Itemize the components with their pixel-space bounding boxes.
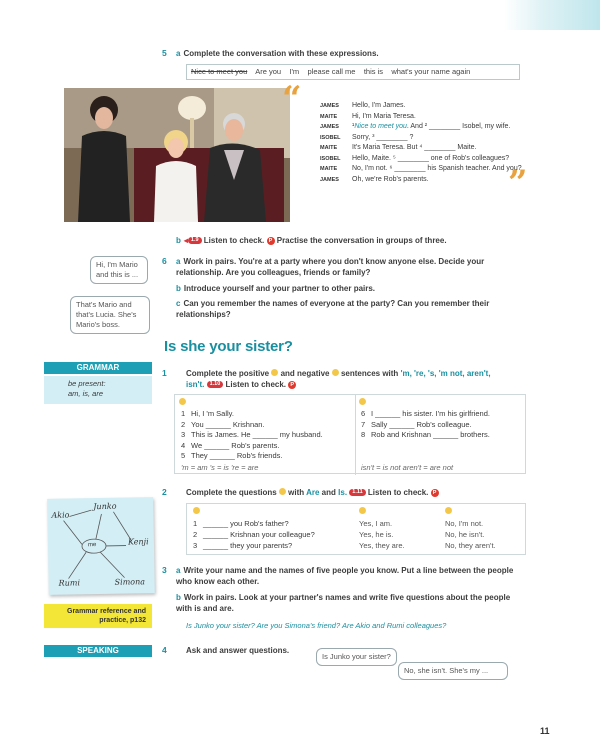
exercise-item bbox=[361, 409, 527, 420]
exercise-item bbox=[181, 409, 351, 420]
speech-bubble-mario: Hi, I'm Mario and this is ... bbox=[90, 256, 148, 284]
dialogue-text: It's Maria Teresa. But ⁴ ________ Maite. bbox=[352, 144, 477, 151]
grammar-exercise-1-instruction: Complete the positive and negative sentences with 'm, 're, 's, 'm not, aren't, isn't. 1.10 Listen to check. P bbox=[186, 369, 491, 389]
item-number: 5 bbox=[181, 451, 186, 460]
item-number: 8 bbox=[361, 430, 366, 439]
dialogue-line bbox=[320, 101, 520, 112]
item-text: Rob and Krishnan ______ brothers. bbox=[371, 430, 490, 439]
speaking-exercise-number: 4 bbox=[162, 645, 167, 655]
contraction-note: isn't = is not aren't = are not bbox=[361, 463, 454, 472]
speaker-name: MAITE bbox=[320, 113, 338, 120]
dialogue-text: . And ² ________ Isobel, my wife. bbox=[406, 123, 511, 130]
grammar-reference-link[interactable]: Grammar reference and practice, p132 bbox=[44, 604, 152, 628]
mind-map-name: Akio bbox=[51, 510, 70, 520]
dialogue-line bbox=[320, 175, 520, 186]
exercise-item bbox=[361, 420, 527, 431]
expression-item: what's your name again bbox=[391, 67, 471, 76]
item-text: I ______ his sister. I'm his girlfriend. bbox=[371, 409, 490, 418]
exercise-item bbox=[181, 420, 351, 431]
exercise-item bbox=[181, 441, 351, 452]
speaker-name: JAMES bbox=[320, 124, 339, 130]
item-number: 4 bbox=[181, 440, 186, 450]
grammar-table-2 bbox=[186, 503, 526, 555]
minus-icon bbox=[445, 507, 452, 514]
expression-item: please call me bbox=[307, 67, 356, 76]
speaker-name: JAMES bbox=[320, 176, 339, 183]
exercise-5-number: 5 bbox=[162, 48, 167, 58]
exercise-item bbox=[181, 430, 351, 441]
grammar-table-1 bbox=[174, 394, 526, 474]
grammar-exercise-3a-instruction: a Write your name and the names of five people you know. Put a line between the people who know each other. bbox=[176, 566, 514, 586]
pronunciation-icon: P bbox=[267, 237, 275, 245]
dialogue-text: Hello, Maite. ⁵ ________ one of Rob's colleagues? bbox=[352, 154, 510, 162]
dialogue-text: Oh, we're Rob's parents. bbox=[352, 175, 429, 183]
exercise-item bbox=[361, 430, 527, 441]
dialogue-text: Sorry, ³ ________ ? bbox=[352, 133, 414, 141]
exercise-item: No, I'm not. bbox=[445, 519, 484, 528]
pronunciation-icon: P bbox=[288, 381, 296, 389]
expression-box bbox=[186, 64, 520, 80]
contraction-note: 'm = am 's = is 're = are bbox=[181, 463, 259, 472]
item-text: We ______ Rob's parents. bbox=[191, 440, 280, 450]
page-corner-decoration bbox=[504, 0, 600, 30]
grammar-exercise-3b-instruction: b Work in pairs. Look at your partner's names and write five questions about the people with is and are. bbox=[176, 593, 511, 613]
item-number: 1 bbox=[181, 409, 186, 418]
audio-track-badge: 1.9 bbox=[188, 237, 202, 244]
section-heading: Is she your sister? bbox=[164, 338, 293, 355]
exercise-5a-instruction: a Complete the conversation with these expressions. bbox=[176, 49, 379, 58]
question-icon bbox=[279, 488, 286, 495]
quote-open-icon: “ bbox=[282, 79, 302, 119]
item-number: 7 bbox=[361, 419, 366, 429]
mind-map-name: Junko bbox=[93, 501, 117, 512]
mind-map-name: Kenji bbox=[127, 537, 149, 547]
exercise-6b-instruction: b Introduce yourself and your partner to other pairs. bbox=[176, 284, 376, 293]
expression-item: Are you bbox=[255, 67, 282, 76]
exercise-item: No, they aren't. bbox=[445, 541, 496, 550]
dialogue-line bbox=[320, 143, 520, 154]
speaker-name: MAITE bbox=[320, 145, 338, 151]
item-text: Hi, I 'm Sally. bbox=[191, 409, 234, 418]
minus-icon bbox=[359, 398, 366, 405]
exercise-item bbox=[193, 529, 353, 540]
exercise-item: Yes, I am. bbox=[359, 519, 393, 528]
speech-bubble-lucia: That's Mario and that's Lucia. She's Mario's boss. bbox=[70, 296, 150, 334]
item-number: 6 bbox=[361, 409, 366, 418]
item-number: 1 bbox=[193, 519, 198, 528]
question-icon bbox=[193, 507, 200, 514]
expression-item: Nice to meet you bbox=[191, 67, 248, 76]
item-number: 3 bbox=[181, 430, 186, 439]
audio-track-badge: 1.10 bbox=[207, 381, 224, 388]
grammar-label: GRAMMAR bbox=[44, 362, 152, 374]
filled-answer: Nice to meet you bbox=[354, 123, 407, 130]
speech-bubble-question: Is Junko your sister? bbox=[316, 648, 397, 666]
dialogue-line bbox=[320, 154, 520, 165]
dialogue-line bbox=[320, 122, 520, 133]
plus-icon bbox=[271, 369, 278, 376]
item-text: This is James. He ______ my husband. bbox=[191, 430, 323, 439]
grammar-exercise-2-number: 2 bbox=[162, 487, 167, 497]
dialogue-text: No, I'm not. ⁶ ________ his Spanish teacher. And you? bbox=[352, 165, 522, 172]
quote-close-icon: ” bbox=[508, 163, 528, 203]
expression-item: this is bbox=[363, 67, 383, 76]
item-number: 2 bbox=[193, 530, 198, 539]
page-number: 11 bbox=[540, 726, 550, 736]
item-text: You ______ Krishnan. bbox=[191, 419, 265, 429]
party-photo bbox=[64, 88, 290, 222]
mind-map-name: Simona bbox=[114, 577, 146, 587]
item-text: ______ Krishnan your colleague? bbox=[203, 530, 315, 539]
exercise-item: Yes, he is. bbox=[359, 530, 394, 539]
dialogue-box bbox=[282, 79, 528, 203]
item-text: ______ they your parents? bbox=[203, 541, 293, 550]
exercise-6a-instruction: a Work in pairs. You're at a party where you don't know anyone else. Decide your relationship. Are you colleagues, friends or family? bbox=[176, 257, 485, 277]
exercise-item: Yes, they are. bbox=[359, 541, 405, 550]
plus-icon bbox=[359, 507, 366, 514]
item-number: 2 bbox=[181, 419, 186, 429]
pronunciation-icon: P bbox=[431, 489, 439, 497]
grammar-exercise-2-instruction: Complete the questions with Are and Is. 1.11 Listen to check. P bbox=[186, 487, 506, 498]
exercise-item: No, he isn't. bbox=[445, 530, 485, 539]
grammar-subtitle: be present: am, is, are bbox=[44, 376, 152, 404]
speaker-name: ISOBEL bbox=[320, 134, 341, 141]
speaker-name: ISOBEL bbox=[320, 155, 341, 162]
exercise-item bbox=[193, 518, 353, 529]
minus-icon bbox=[332, 369, 339, 376]
dialogue-line bbox=[320, 112, 520, 123]
speaking-instruction: Ask and answer questions. bbox=[186, 646, 290, 655]
item-text: They ______ Rob's friends. bbox=[191, 451, 283, 460]
audio-icon[interactable]: ◂ bbox=[183, 236, 188, 245]
speech-bubble-answer: No, she isn't. She's my ... bbox=[398, 662, 508, 680]
exercise-5b-instruction: b ◂ 1.9 Listen to check. P Practise the conversation in groups of three. bbox=[176, 236, 447, 245]
grammar-exercise-3-number: 3 bbox=[162, 565, 167, 575]
dialogue-text: Hello, I'm James. bbox=[352, 102, 406, 109]
gap-number: ¹ bbox=[352, 123, 355, 130]
item-number: 3 bbox=[193, 541, 198, 550]
speaking-label: SPEAKING bbox=[44, 645, 152, 657]
plus-icon bbox=[179, 398, 186, 405]
exercise-6c-instruction: c Can you remember the names of everyone at the party? Can you remember their relationships? bbox=[176, 299, 490, 319]
speaker-name: JAMES bbox=[320, 103, 339, 109]
mind-map-note bbox=[47, 497, 155, 595]
exercise-item bbox=[193, 540, 353, 551]
dialogue-line bbox=[320, 164, 520, 175]
audio-track-badge: 1.11 bbox=[349, 489, 365, 496]
mind-map-center: me bbox=[87, 542, 97, 549]
expression-item: I'm bbox=[289, 67, 300, 76]
item-text: ______ you Rob's father? bbox=[203, 519, 289, 528]
example-questions: Is Junko your sister? Are you Simona's friend? Are Akio and Rumi colleagues? bbox=[186, 621, 447, 630]
exercise-item bbox=[181, 451, 351, 462]
mind-map-name: Rumi bbox=[58, 578, 81, 588]
speaker-name: MAITE bbox=[320, 166, 338, 172]
grammar-exercise-1-number: 1 bbox=[162, 368, 167, 378]
item-text: Sally ______ Rob's colleague. bbox=[371, 419, 472, 429]
dialogue-line bbox=[320, 133, 520, 144]
dialogue-text: Hi, I'm Maria Teresa. bbox=[352, 112, 416, 120]
exercise-6-number: 6 bbox=[162, 256, 167, 266]
